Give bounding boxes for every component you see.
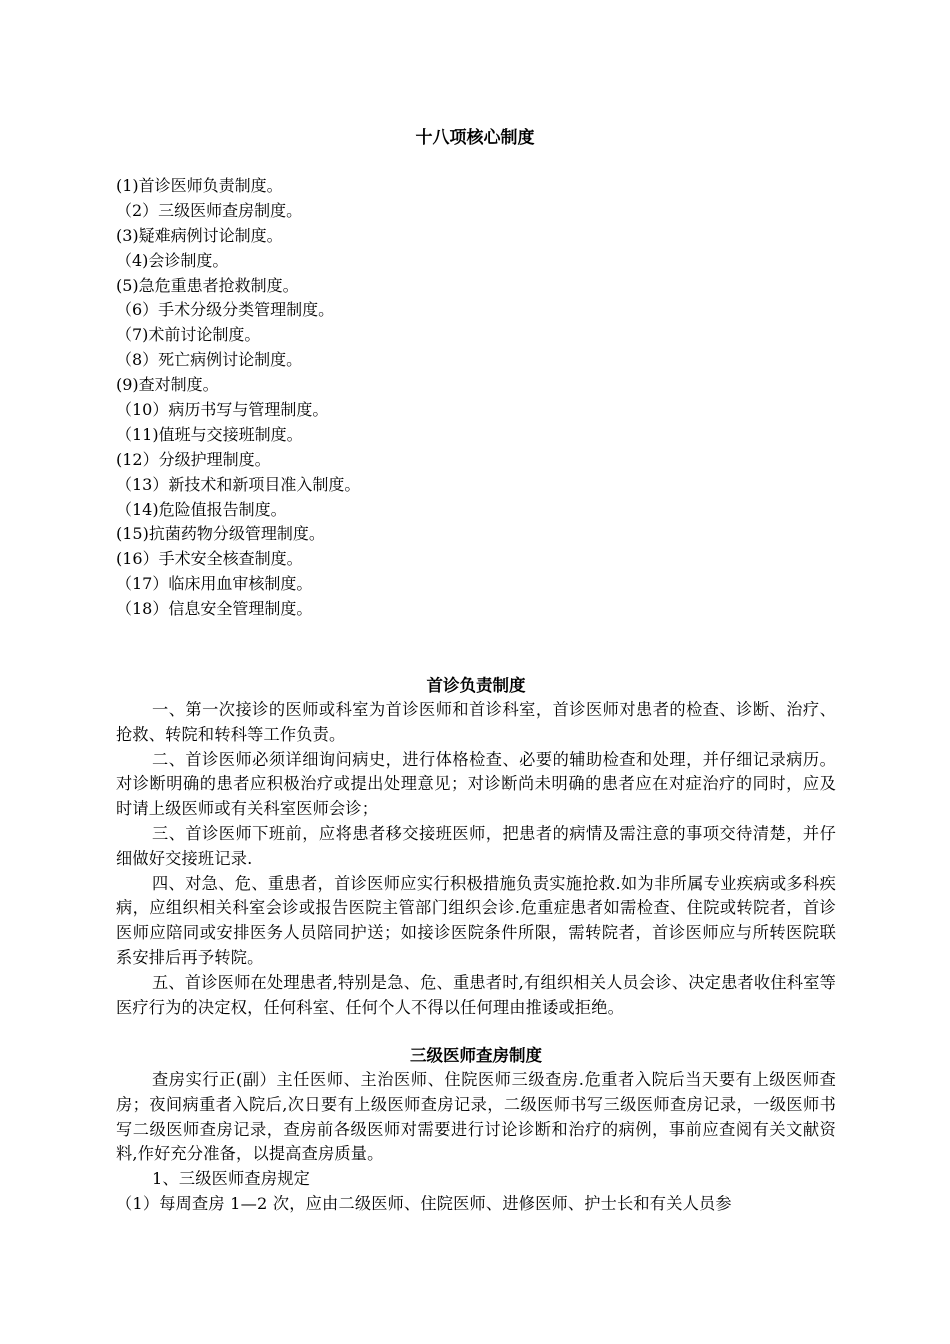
document-title: 十八项核心制度	[415, 128, 535, 148]
list-item: （4)会诊制度。	[116, 250, 229, 270]
list-item: (15)抗菌药物分级管理制度。	[116, 524, 325, 544]
list-item: （7)术前讨论制度。	[116, 325, 261, 345]
list-item: (12）分级护理制度。	[116, 449, 271, 469]
section-paragraph: 五、首诊医师在处理患者,特别是急、危、重患者时,有组织相关人员会诊、决定患者收住科室等医疗行为的决定权，任何科室、任何个人不得以任何理由推诿或拒绝。	[116, 972, 836, 1017]
section-paragraph: （1）每周查房 1—2 次，应由二级医师、住院医师、进修医师、护士长和有关人员参	[116, 1193, 732, 1213]
list-item: （14)危险值报告制度。	[116, 499, 287, 519]
section-three-level-ward-round	[116, 1044, 836, 1217]
list-item: （6）手术分级分类管理制度。	[116, 300, 335, 320]
list-item: （10）病历书写与管理制度。	[116, 400, 329, 420]
list-item: （2）三级医师查房制度。	[116, 200, 303, 220]
section-paragraph: 一、第一次接诊的医师或科室为首诊医师和首诊科室，首诊医师对患者的检查、诊断、治疗、抢救、转院和转科等工作负责。	[116, 700, 836, 744]
section-paragraph: 三、首诊医师下班前，应将患者移交接班医师，把患者的病情及需注意的事项交待清楚，并仔细做好交接班记录.	[116, 823, 836, 868]
list-item: (16）手术安全核查制度。	[116, 549, 303, 569]
list-item: (5)急危重患者抢救制度。	[116, 275, 299, 295]
list-item: （13）新技术和新项目准入制度。	[116, 474, 361, 494]
section-title: 三级医师查房制度	[410, 1046, 542, 1065]
core-system-list	[116, 174, 836, 622]
list-item: (9)查对制度。	[116, 375, 219, 395]
section-paragraph: 1、三级医师查房规定	[152, 1169, 310, 1189]
list-item: （18）信息安全管理制度。	[116, 599, 313, 619]
list-item: (3)疑难病例讨论制度。	[116, 225, 283, 245]
list-item: （11)值班与交接班制度。	[116, 424, 303, 444]
list-item: （17）临床用血审核制度。	[116, 574, 313, 594]
section-paragraph: 四、对急、危、重患者，首诊医师应实行积极措施负责实施抢救.如为非所属专业疾病或多科疾病，应组织相关科室会诊或报告医院主管部门组织会诊.危重症患者如需检查、住院或转院者，首诊医师应陪同或安排医务人员陪同护送；如接诊医院条件所限，需转院者，首诊医师应与所转医院联系安排后再予转院。	[116, 873, 836, 967]
list-item: （8）死亡病例讨论制度。	[116, 350, 303, 370]
list-item: (1)首诊医师负责制度。	[116, 176, 283, 195]
section-paragraph: 查房实行正(副）主任医师、主治医师、住院医师三级查房.危重者入院后当天要有上级医师查房；夜间病重者入院后,次日要有上级医师查房记录，二级医师书写三级医师查房记录，一级医师书写二级医师查房记录，查房前各级医师对需要进行讨论诊断和治疗的病例，事前应查阅有关文献资料,作好充分准备，以提高查房质量。	[116, 1070, 836, 1164]
section-title: 首诊负责制度	[426, 676, 526, 695]
section-paragraph: 二、首诊医师必须详细询问病史，进行体格检查、必要的辅助检查和处理，并仔细记录病历。对诊断明确的患者应积极治疗或提出处理意见；对诊断尚未明确的患者应在对症治疗的同时，应及时请上级医师或有关科室医师会诊；	[116, 749, 836, 819]
section-first-visit-responsibility	[116, 674, 836, 1020]
